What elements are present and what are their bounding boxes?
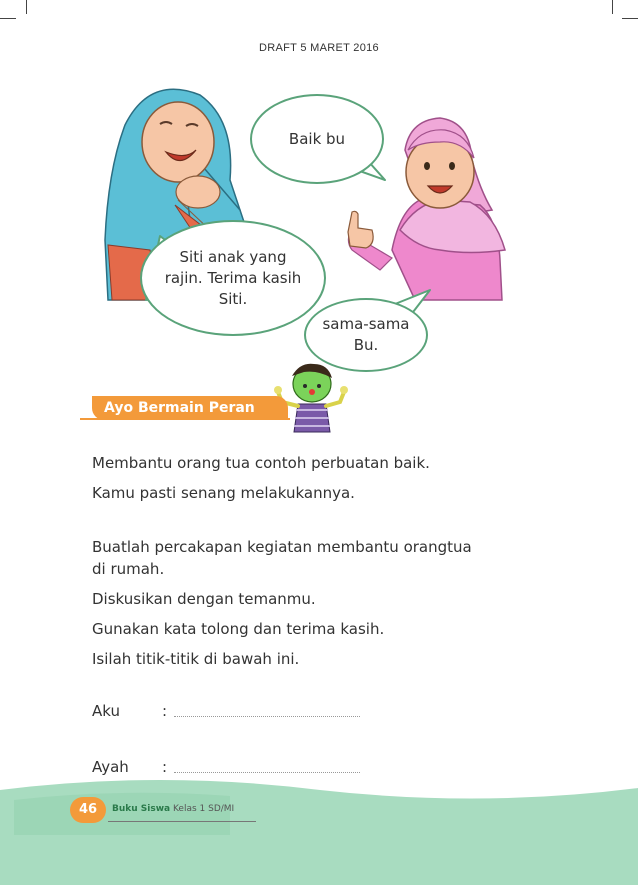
section-title: Ayo Bermain Peran	[92, 396, 288, 420]
page-number: 46	[70, 797, 106, 823]
aku-colon: :	[162, 702, 168, 720]
body-line: Buatlah percakapan kegiatan membantu orangtua	[92, 538, 472, 556]
teacher-speech-line: rajin. Terima kasih	[164, 268, 302, 287]
ayah-answer-line[interactable]	[174, 760, 360, 773]
teacher-speech-bubble	[140, 220, 326, 336]
book-title	[112, 804, 234, 814]
student-reply-text: Baik bu	[288, 129, 346, 148]
body-line: di rumah.	[92, 560, 165, 578]
aku-answer-line[interactable]	[174, 704, 360, 717]
ayah-label: Ayah	[92, 758, 129, 776]
student-thanks-line: sama-sama	[322, 315, 410, 333]
book-title-prefix: Buku Siswa	[112, 804, 171, 814]
ayah-colon: :	[162, 758, 168, 776]
student-thanks-bubble	[304, 298, 428, 372]
teacher-speech-line: Siti anak yang	[179, 247, 287, 266]
body-line: Diskusikan dengan temanmu.	[92, 590, 316, 608]
student-thanks-line: Bu.	[353, 336, 379, 354]
student-reply-bubble	[250, 94, 384, 184]
body-line: Membantu orang tua contoh perbuatan baik.	[92, 454, 430, 472]
book-title-suffix: Kelas 1 SD/MI	[170, 804, 235, 814]
boy-icon	[274, 364, 348, 432]
body-line: Isilah titik-titik di bawah ini.	[92, 650, 300, 668]
teacher-speech-line: Siti.	[218, 289, 248, 308]
body-line: Kamu pasti senang melakukannya.	[92, 484, 355, 502]
body-line: Gunakan kata tolong dan terima kasih.	[92, 620, 385, 638]
draft-label: DRAFT 5 MARET 2016	[259, 42, 379, 54]
aku-label: Aku	[92, 702, 120, 720]
footer-rule	[108, 821, 256, 822]
